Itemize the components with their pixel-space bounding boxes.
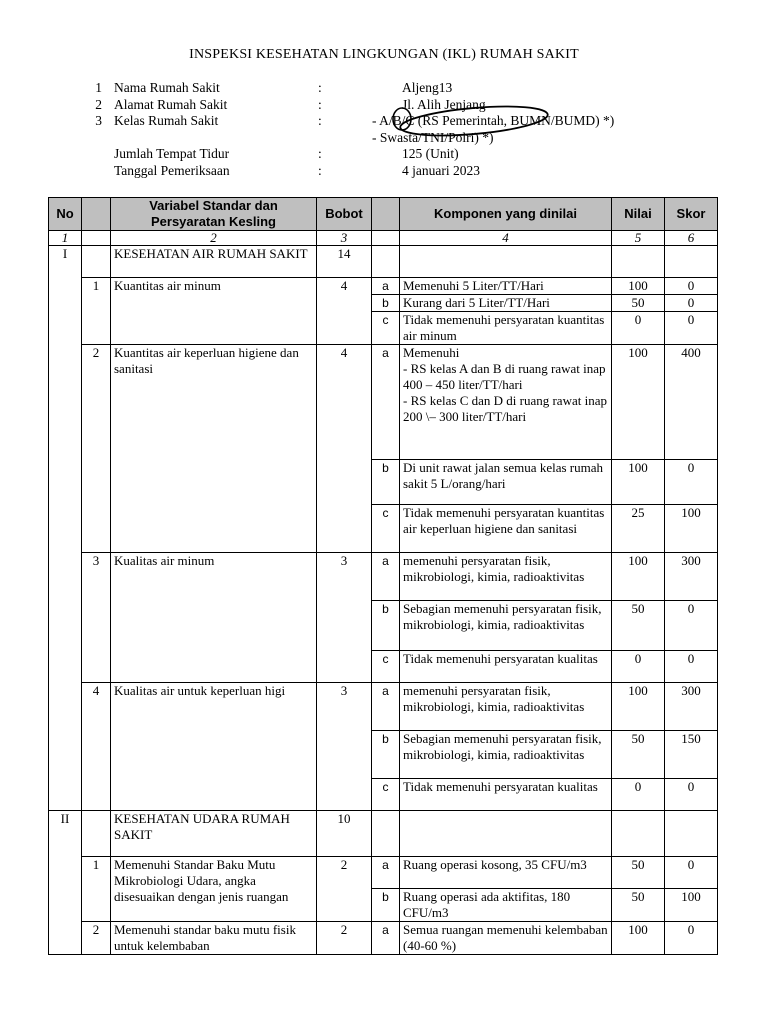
info-value: 4 januari 2023 [402,162,480,178]
component-letter: a [372,683,400,731]
index-cell [82,231,111,246]
component-text: Tidak memenuhi persyaratan kualitas [400,651,612,683]
section-row [49,811,718,857]
component-letter: c [372,312,400,345]
component-nilai: 50 [612,889,665,922]
component-nilai: 50 [612,601,665,651]
inspection-table [48,197,718,955]
component-letter: a [372,345,400,460]
component-nilai: 0 [612,312,665,345]
table-header-row [49,198,718,231]
item-variabel: Memenuhi standar baku mutu fisik untuk kelembaban [111,922,317,955]
component-letter: c [372,505,400,553]
component-skor: 0 [665,601,718,651]
component-nilai: 100 [612,345,665,460]
component-text: Ruang operasi ada aktifitas, 180 CFU/m3 [400,889,612,922]
header-bobot: Bobot [317,198,372,231]
section-title: KESEHATAN UDARA RUMAH SAKIT [111,811,317,857]
section-blank [400,246,612,278]
section-blank [612,246,665,278]
component-nilai: 100 [612,460,665,505]
info-num: 2 [95,96,102,112]
component-skor: 0 [665,460,718,505]
section-blank [372,811,400,857]
component-skor: 400 [665,345,718,460]
component-text: Semua ruangan memenuhi kelembaban (40-60 %) [400,922,612,955]
component-letter: a [372,922,400,955]
header-nilai: Nilai [612,198,665,231]
info-colon: : [318,162,322,178]
component-text: Sebagian memenuhi persyaratan fisik, mikrobiologi, kimia, radioaktivitas [400,601,612,651]
info-num: 3 [95,113,102,128]
info-label: Nama Rumah Sakit [114,80,220,95]
component-nilai: 100 [612,683,665,731]
info-label: Kelas Rumah Sakit [114,113,219,128]
index-cell: 2 [111,231,317,246]
info-value: 125 (Unit) [402,146,459,161]
info-value: - Swasta/TNI/Polri) *) [372,129,494,145]
table-row [49,345,718,460]
item-number: 2 [82,345,111,553]
info-value: Aljeng13 [402,80,453,95]
component-nilai: 0 [612,779,665,811]
info-label: Jumlah Tempat Tidur [114,146,230,161]
index-cell: 4 [400,231,612,246]
component-text: Sebagian memenuhi persyaratan fisik, mikrobiologi, kimia, radioaktivitas [400,731,612,779]
section-blank [665,246,718,278]
component-letter: a [372,278,400,295]
item-variabel: Kuantitas air keperluan higiene dan sanitasi [111,345,317,553]
component-text: Memenuhi - RS kelas A dan B di ruang rawat inap 400 – 450 liter/TT/hari - RS kelas C dan D di ruang rawat inap 200 \– 300 liter/TT/hari [400,345,612,460]
column-index-row [49,231,718,246]
component-skor: 0 [665,312,718,345]
item-bobot: 4 [317,278,372,345]
index-cell: 3 [317,231,372,246]
header-variabel: Variabel Standar dan Persyaratan Kesling [111,198,317,231]
info-colon: : [318,113,322,128]
section-bobot: 10 [317,811,372,857]
item-variabel: Kualitas air untuk keperluan higi [111,683,317,811]
index-cell: 6 [665,231,718,246]
item-number: 4 [82,683,111,811]
index-cell: 1 [49,231,82,246]
component-skor: 100 [665,889,718,922]
info-label: Alamat Rumah Sakit [114,96,228,112]
section-blank [82,246,111,278]
component-text: memenuhi persyaratan fisik, mikrobiologi, kimia, radioaktivitas [400,553,612,601]
item-bobot: 3 [317,553,372,683]
component-skor: 0 [665,295,718,312]
header-blank [82,198,111,231]
item-bobot: 2 [317,922,372,955]
component-letter: a [372,857,400,889]
section-blank [400,811,612,857]
item-variabel: Memenuhi Standar Baku Mutu Mikrobiologi Udara, angka disesuaikan dengan jenis ruangan [111,857,317,922]
section-title: KESEHATAN AIR RUMAH SAKIT [111,246,317,278]
component-skor: 0 [665,857,718,889]
section-blank [82,811,111,857]
table-row [49,683,718,731]
section-bobot: 14 [317,246,372,278]
item-number: 2 [82,922,111,955]
component-skor: 100 [665,505,718,553]
info-colon: : [318,80,322,95]
component-letter: a [372,553,400,601]
item-variabel: Kualitas air minum [111,553,317,683]
component-skor: 300 [665,683,718,731]
component-text: Memenuhi 5 Liter/TT/Hari [400,278,612,295]
item-bobot: 4 [317,345,372,553]
item-variabel: Kuantitas air minum [111,278,317,345]
info-label: Tanggal Pemeriksaan [114,162,230,178]
table-row [49,278,718,295]
component-nilai: 100 [612,553,665,601]
component-text: Ruang operasi kosong, 35 CFU/m3 [400,857,612,889]
component-skor: 0 [665,922,718,955]
item-number: 1 [82,278,111,345]
component-skor: 0 [665,278,718,295]
component-letter: b [372,601,400,651]
section-row [49,246,718,278]
component-skor: 150 [665,731,718,779]
table-row [49,553,718,601]
component-nilai: 100 [612,278,665,295]
component-skor: 0 [665,779,718,811]
component-nilai: 0 [612,651,665,683]
component-nilai: 25 [612,505,665,553]
section-number: I [49,246,82,811]
item-bobot: 3 [317,683,372,811]
info-value: Jl. Alih Jenjang [402,96,486,112]
component-nilai: 100 [612,922,665,955]
component-letter: c [372,651,400,683]
header-skor: Skor [665,198,718,231]
component-skor: 0 [665,651,718,683]
component-text: memenuhi persyaratan fisik, mikrobiologi, kimia, radioaktivitas [400,683,612,731]
component-text: Tidak memenuhi persyaratan kuantitas air minum [400,312,612,345]
header-komponen: Komponen yang dinilai [400,198,612,231]
section-blank [372,246,400,278]
component-text: Di unit rawat jalan semua kelas rumah sakit 5 L/orang/hari [400,460,612,505]
component-skor: 300 [665,553,718,601]
component-letter: b [372,889,400,922]
info-colon: : [318,96,322,112]
component-nilai: 50 [612,857,665,889]
section-number: II [49,811,82,955]
section-blank [665,811,718,857]
component-letter: b [372,460,400,505]
table-row [49,922,718,955]
index-cell [372,231,400,246]
component-letter: b [372,295,400,312]
header-blank [372,198,400,231]
component-text: Tidak memenuhi persyaratan kualitas [400,779,612,811]
component-text: Kurang dari 5 Liter/TT/Hari [400,295,612,312]
component-nilai: 50 [612,731,665,779]
section-blank [612,811,665,857]
component-text: Tidak memenuhi persyaratan kuantitas air keperluan higiene dan sanitasi [400,505,612,553]
document-title: INSPEKSI KESEHATAN LINGKUNGAN (IKL) RUMAH SAKIT [189,47,579,62]
component-letter: c [372,779,400,811]
item-bobot: 2 [317,857,372,922]
item-number: 3 [82,553,111,683]
info-colon: : [318,146,322,161]
info-value: - A/B/C (RS Pemerintah, BUMN/BUMD) *) [372,113,615,128]
index-cell: 5 [612,231,665,246]
table-row [49,857,718,889]
item-number: 1 [82,857,111,922]
info-num: 1 [95,80,102,95]
header-no: No [49,198,82,231]
component-nilai: 50 [612,295,665,312]
component-letter: b [372,731,400,779]
